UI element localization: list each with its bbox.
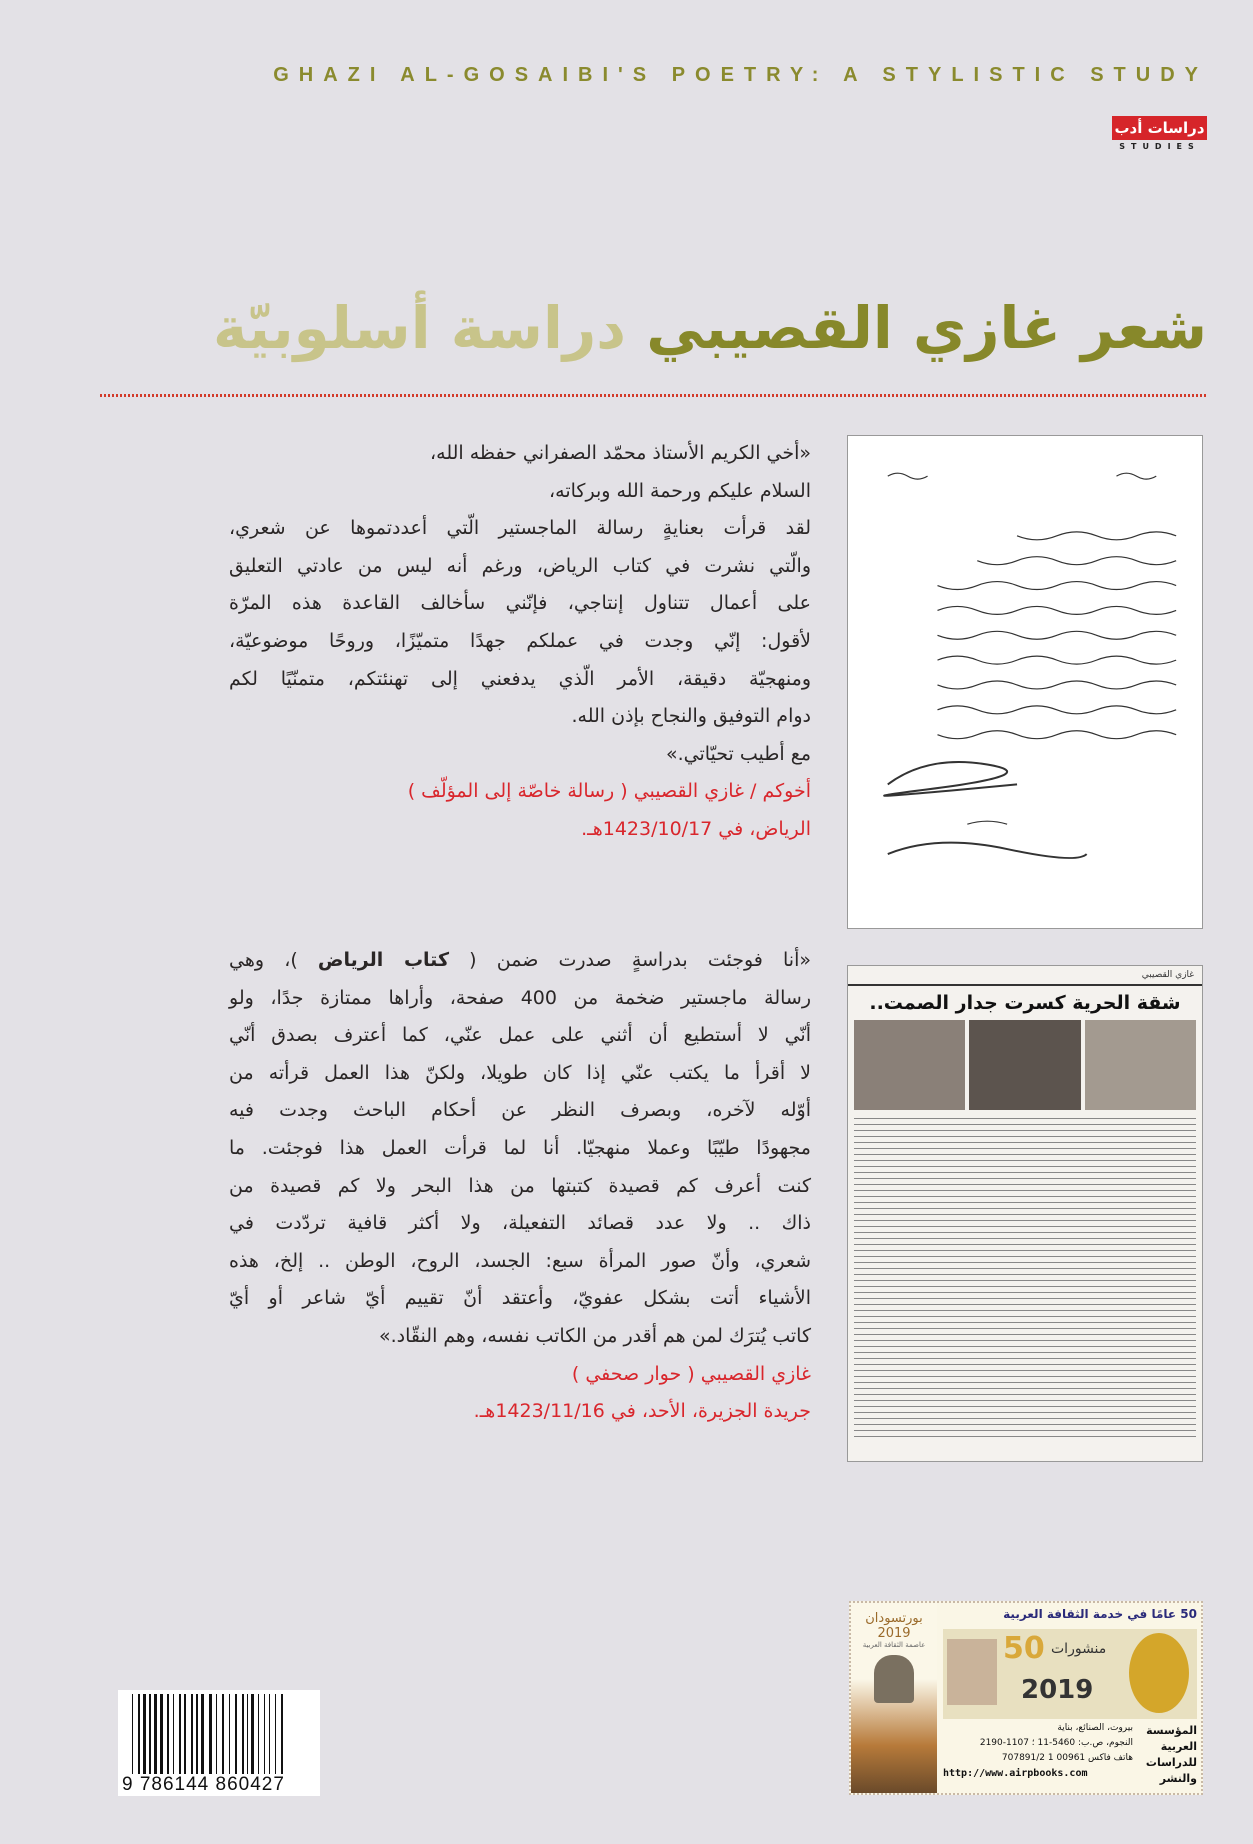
stamp-banner: 50 عامًا في خدمة الثقافة العربية (1003, 1607, 1197, 1621)
portrait-icon (874, 1655, 914, 1703)
barcode-bar (269, 1694, 270, 1774)
quote-date: جريدة الجزيرة، الأحد، في 1423/11/16هـ. (473, 1400, 811, 1423)
quote-date: الرياض، في 1423/10/17هـ. (581, 817, 811, 840)
barcode-bar (247, 1694, 248, 1774)
logo-arabic: دراسات أدب (1112, 116, 1207, 140)
barcode-bar (154, 1694, 157, 1774)
barcode-bar (160, 1694, 163, 1774)
text-segment: )، وهي (229, 949, 318, 971)
isbn-barcode (118, 1690, 320, 1796)
barcode-bar (222, 1694, 224, 1774)
publisher-stamp-image (849, 1601, 1203, 1795)
barcode-bar (138, 1694, 140, 1774)
text-line: ذاك .. ولا عدد قصائد التفعيلة، ولا أكثر قافية تردّدت في (229, 1212, 811, 1235)
text-line: شعري، وأنّ صور المرأة سبع: الجسد، الروح، الوطن .. إلخ، هذه (229, 1249, 811, 1272)
stamp-contact (943, 1721, 1133, 1781)
bold-segment: كتاب الرياض (317, 949, 449, 971)
text-line: رسالة ماجستير ضخمة من 400 صفحة، وأراها ممتازة جدًا، ولو (229, 986, 811, 1009)
handwritten-letter-image (847, 435, 1203, 929)
text-line: السلام عليكم ورحمة الله وبركاته، (549, 479, 811, 502)
newspaper-columns (854, 1118, 1196, 1438)
text-line: أوّله لآخره، وبصرف النظر عن أحكام الباحث وجدت فيه (229, 1099, 811, 1122)
quote-interview (229, 942, 811, 1431)
isbn-number: 9 786144 860427 (122, 1774, 285, 1795)
text-line: كاتب يُترَك لمن هم أقدر من الكاتب نفسه، وهم النقّاد.» (379, 1324, 811, 1347)
text-line: لأقول: إنّي وجدت في عملكم جهدًا متميّزًا، وروحًا موضوعيّة، (229, 629, 811, 652)
text-line: مجهودًا طيّبًا وعملا منهجيّا. أنا لما قرأت العمل هذا فوجئت. ما (229, 1136, 811, 1159)
text-line: ومنهجيّة دقيقة، الأمر الّذي يدفعني إلى تهنئتكم، متمنّيًا لكم (229, 667, 811, 690)
stamp-address: بيروت، الصنائع، بناية (1057, 1723, 1133, 1733)
barcode-bar (179, 1694, 181, 1774)
quote-signature: أخوكم / غازي القصيبي ( رسالة خاصّة إلى المؤلّف ) (407, 780, 811, 803)
stamp-label: منشورات (1051, 1641, 1107, 1657)
stamp-url: http://www.airpbooks.com (943, 1768, 1088, 1779)
arabic-title (100, 280, 1207, 376)
barcode-bars (118, 1690, 320, 1774)
barcode-bar (201, 1694, 204, 1774)
stamp-phone: هاتف فاكس 00961 1 707891/2 (1001, 1753, 1133, 1763)
text-line: مع أطيب تحيّاتي.» (665, 742, 811, 765)
title-part-2: دراسة أسلوبيّة (212, 294, 627, 362)
stamp-side-year: 2019 (877, 1626, 911, 1641)
newspaper-headline: شقة الحرية كسرت جدار الصمت.. (869, 992, 1181, 1014)
barcode-bar (167, 1694, 169, 1774)
barcode-bar (258, 1694, 259, 1774)
logo-english: STUDIES (1119, 142, 1200, 151)
barcode-bar (216, 1694, 217, 1774)
text-segment: «أنا فوجئت بدراسةٍ صدرت ضمن ( (449, 949, 811, 971)
text-line: كنت أعرف كم قصيدة كتبتها من هذا البحر ولا كم قصيدة من (229, 1174, 811, 1197)
barcode-bar (281, 1694, 283, 1774)
stamp-year: 2019 (1021, 1675, 1094, 1705)
barcode-bar (143, 1694, 146, 1774)
text-line: الأشياء أتت بشكل عفويّ، وأعتقد أنّ تقييم أيّ شاعر أو أيّ (229, 1287, 811, 1310)
stamp-number: 50 (1003, 1631, 1045, 1666)
series-logo (1112, 116, 1207, 151)
barcode-bar (242, 1694, 244, 1774)
text-line: لقد قرأت بعنايةٍ رسالة الماجستير الّتي أعددتموها عن شعري، (229, 517, 811, 540)
text-line (229, 942, 811, 980)
barcode-bar (184, 1694, 186, 1774)
barcode-bar (132, 1694, 133, 1774)
english-title: GHAZI AL-GOSAIBI'S POETRY: A STYLISTIC STUDY (273, 64, 1208, 86)
portrait-icon (947, 1639, 997, 1705)
barcode-bar (251, 1694, 254, 1774)
stamp-center (943, 1629, 1197, 1719)
barcode-bar (173, 1694, 174, 1774)
handwriting-illustration (848, 436, 1202, 928)
barcode-bar (229, 1694, 230, 1774)
text-line: أنّي لا أستطيع أن أثني على عمل عنّي، كما أعترف بصدق أنّي (229, 1024, 811, 1047)
quote-signature: غازي القصيبي ( حوار صحفي ) (571, 1362, 811, 1385)
stamp-city: بورتسودان (865, 1611, 923, 1626)
barcode-bar (209, 1694, 212, 1774)
text-line: والّتي نشرت في كتاب الرياض، ورغم أنه ليس من عادتي التعليق (229, 554, 811, 577)
text-line: «أخي الكريم الأستاذ محمّد الصفراني حفظه الله، (430, 442, 811, 464)
text-line: لا أقرأ ما يكتب عنّي إذا كان طويلا، ولكنّ هذا العمل قرأته من (229, 1061, 811, 1084)
barcode-bar (191, 1694, 193, 1774)
stamp-caption: عاصمة الثقافة العربية (862, 1641, 926, 1649)
barcode-bar (275, 1694, 276, 1774)
barcode-bar (264, 1694, 265, 1774)
stamp-side-panel (851, 1603, 937, 1793)
stamp-po-box: النجوم، ص.ب: 5460-11 ؛ 1107-2190 (979, 1738, 1133, 1748)
stamp-publisher: المؤسسة العربية للدراسات والنشر (1145, 1724, 1197, 1785)
barcode-bar (235, 1694, 237, 1774)
text-line: دوام التوفيق والنجاح بإذن الله. (571, 705, 811, 728)
newspaper-clipping-image (847, 965, 1203, 1462)
newspaper-kicker: غازي القصيبي (848, 966, 1202, 986)
barcode-bar (149, 1694, 151, 1774)
newspaper-photos (848, 1020, 1202, 1110)
quote-letter (229, 435, 811, 849)
barcode-bar (196, 1694, 198, 1774)
coin-icon (1129, 1633, 1189, 1713)
title-part-1: شعر غازي القصيبي (646, 294, 1207, 362)
text-line: على أعمال تتناول إنتاجي، فإنّني سأخالف القاعدة هذه المرّة (229, 592, 811, 615)
dotted-divider (100, 394, 1207, 397)
